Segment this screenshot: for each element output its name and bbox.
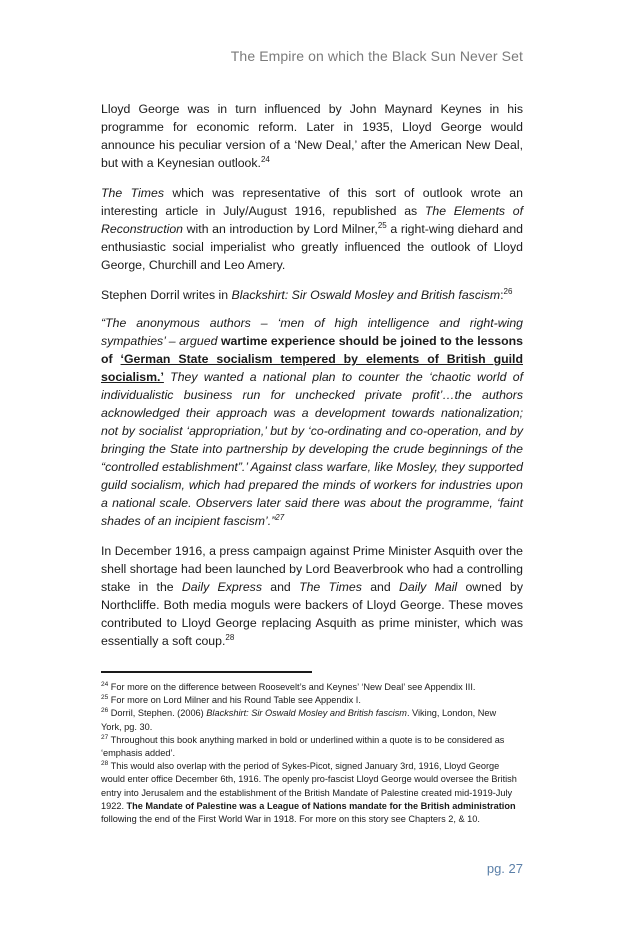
footnote-25: $^{25}$ For more on Lord Milner and his Round Table see Appendix I.: [101, 694, 361, 706]
page-number: pg. 27: [486, 861, 523, 876]
paragraph-dorril-intro: Stephen Dorril writes in Blackshirt: Sir Oswald Mosley and British fascism:$^{26}$: [101, 286, 513, 302]
footnote-separator: [101, 671, 312, 673]
paragraph-asquith: In December 1916, a press campaign against Prime Minister Asquith over the shell shortage had been launched by Lord Beaverbrook who had a controlling stake in the Daily Express and The Times and Daily Mail owned by Northcliffe. Both media moguls were backers of Lloyd George. These moves contributed to Lloyd George replacing Asquith as prime minister, which was essentially a soft coup.$^{28}$: [101, 544, 523, 648]
footnote-27: $^{27}$ Throughout this book anything marked in bold or underlined within a quote is to be considered as ‘emphasis added’.: [101, 733, 505, 759]
paragraph-times: The Times which was representative of this sort of outlook wrote an interesting article in July/August 1916, republished as The Elements of Reconstruction with an introduction by Lord Milner,$^{25}$ a right-wing diehard and enthusiastic social imperialist who greatly influenced the outlook of Lloyd George, Churchill and Leo Amery.: [101, 186, 523, 272]
paragraph-keynes: Lloyd George was in turn influenced by John Maynard Keynes in his programme for economic reform. Later in 1935, Lloyd George would announce his peculiar version of a ‘New Deal,’ after the American New Deal, but with a Keynesian outlook.$^{24}$: [101, 102, 523, 170]
emphasis-bold: wartime experience should be joined to the lessons of: [101, 334, 524, 366]
footnote-26: $^{26}$ Dorril, Stephen. (2006) Blackshirt: Sir Oswald Mosley and British fascism. Viking, London, New York, pg. 30.: [101, 707, 497, 732]
footnote-ref-25[interactable]: 25: [377, 220, 387, 230]
block-quote: “The anonymous authors – ‘men of high intelligence and right-wing sympathies’ – argued wartime experience should be joined to the lessons of ‘German State socialism tempered by elements of British guild socialism.’ They wanted a national plan to counter the ‘chaotic world of individualistic business run for unchecked private profit’…the authors acknowledged their approach was a development towards nationalization; not by socialist ‘appropriation,’ but by ‘co-ordinating and co-operation, and by bringing the State into partnership by developing the crude beginnings of the “controlled establishment”.’ Against class warfare, like Mosley, they supported guild socialism, which had prepared the minds of workers for industries upon a national scale. Observers later said there was about the programme, ‘faint shades of an incipient fascism’.”$^{27}$: [101, 316, 524, 528]
footnote-24: $^{24}$ For more on the difference between Roosevelt’s and Keynes’ ‘New Deal’ see Appendix III.: [101, 680, 476, 692]
body-text: [101, 100, 523, 662]
footnote-ref-28[interactable]: 28: [225, 632, 235, 642]
footnotes: [101, 681, 519, 826]
footnote-ref-27[interactable]: 27: [275, 512, 285, 522]
running-header: The Empire on which the Black Sun Never Set: [230, 48, 523, 64]
footnote-28: $^{28}$ This would also overlap with the period of Sykes-Picot, signed January 3rd, 1916, Lloyd George would enter office December 6th, 1916. The openly pro-fascist Lloyd George would oversee the British entry into Jerusalem and the establishment of the British Mandate of Palestine created mid-1919-July 1922. The Mandate of Palestine was a League of Nations mandate for the British administration following the end of the First World War in 1918. For more on this story see Chapters 2, & 10.: [101, 760, 517, 825]
footnote-ref-26[interactable]: 26: [503, 286, 513, 296]
emphasis-bold-underline: ‘German State socialism tempered by elements of British guild socialism.’: [101, 352, 523, 384]
footnote-ref-24[interactable]: 24: [260, 154, 270, 164]
